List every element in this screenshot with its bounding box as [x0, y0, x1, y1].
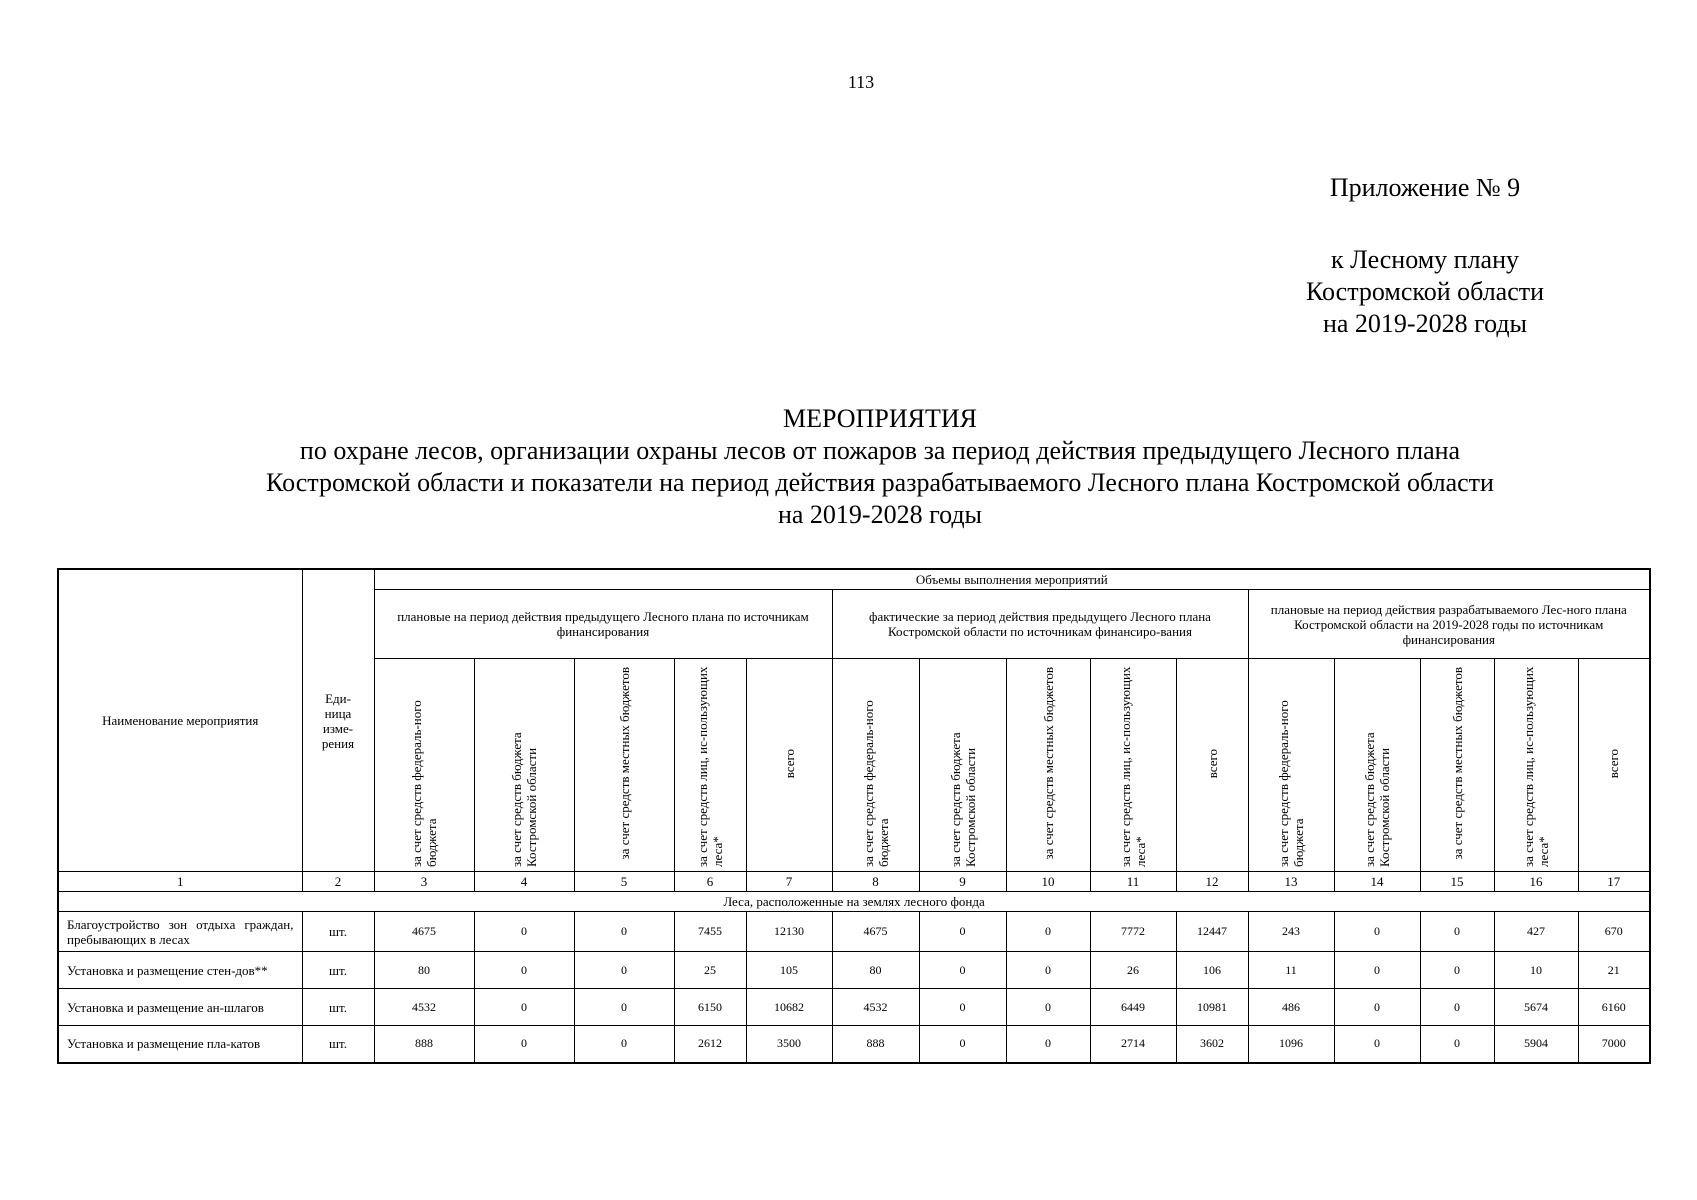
- row-value: 0: [474, 1026, 574, 1063]
- subcolumn-header-label: за счет средств местных бюджетов: [1449, 667, 1465, 860]
- header-name: Наименование мероприятия: [58, 569, 302, 872]
- row-value: 10682: [746, 989, 832, 1026]
- appendix-number: Приложение № 9: [1329, 173, 1521, 202]
- subcolumn-header-label: за счет средств лиц, ис-пользующих леса*: [695, 666, 725, 867]
- header-group-planned-new: плановые на период действия разрабатываемого Лес-ного плана Костромской области на 2019-2028 годы по источникам финансирования: [1248, 590, 1650, 659]
- row-value: 888: [374, 1026, 474, 1063]
- title-line-2: Костромской области и показатели на период действия разрабатываемого Лесного плана Костромской области: [266, 468, 1494, 497]
- page-number: 113: [847, 72, 875, 92]
- row-value: 888: [832, 1026, 919, 1063]
- column-number: 16: [1494, 872, 1578, 892]
- subcolumn-header: [1090, 659, 1176, 872]
- column-number: 14: [1334, 872, 1420, 892]
- subcolumn-header: [1420, 659, 1494, 872]
- row-value: 0: [1420, 912, 1494, 952]
- row-value: 21: [1578, 952, 1650, 989]
- row-name: Установка и размещение стен-дов**: [58, 952, 302, 989]
- column-number: 5: [574, 872, 674, 892]
- row-value: 1096: [1248, 1026, 1334, 1063]
- row-value: 0: [574, 952, 674, 989]
- row-value: 26: [1090, 952, 1176, 989]
- column-number-row: [58, 872, 1650, 892]
- row-value: 2612: [674, 1026, 746, 1063]
- table-row: [58, 989, 1650, 1026]
- row-value: 0: [474, 912, 574, 952]
- row-value: 0: [474, 952, 574, 989]
- header-group-actual-prev: фактические за период действия предыдущего Лесного плана Костромской области по источникам финансиро-вания: [832, 590, 1248, 659]
- row-unit: шт.: [302, 912, 374, 952]
- table-row: [58, 912, 1650, 952]
- subcolumn-header-label: всего: [1204, 748, 1220, 779]
- subcolumn-header: [1334, 659, 1420, 872]
- row-value: 12130: [746, 912, 832, 952]
- column-number: 11: [1090, 872, 1176, 892]
- subcolumn-header-label: за счет средств бюджета Костромской области: [1362, 731, 1392, 867]
- table-row: [58, 952, 1650, 989]
- measures-table: [57, 568, 1651, 1064]
- row-value: 0: [1420, 952, 1494, 989]
- appendix-line-2: Костромской области: [1305, 277, 1545, 306]
- subcolumn-header: [1176, 659, 1248, 872]
- subcolumn-header-label: за счет средств федераль-ного бюджета: [860, 699, 891, 867]
- column-number: 1: [58, 872, 302, 892]
- row-value: 243: [1248, 912, 1334, 952]
- column-number: 8: [832, 872, 919, 892]
- subcolumn-header-label: за счет средств лиц, ис-пользующих леса*: [1118, 666, 1148, 867]
- row-value: 0: [1420, 1026, 1494, 1063]
- row-value: 0: [1006, 912, 1090, 952]
- subcolumn-header-label: за счет средств местных бюджетов: [616, 667, 632, 860]
- row-value: 0: [574, 912, 674, 952]
- row-value: 4532: [832, 989, 919, 1026]
- row-value: 0: [1334, 989, 1420, 1026]
- row-value: 12447: [1176, 912, 1248, 952]
- row-value: 4675: [374, 912, 474, 952]
- subcolumn-header: [574, 659, 674, 872]
- column-number: 6: [674, 872, 746, 892]
- column-number: 2: [302, 872, 374, 892]
- subcolumn-header: [1578, 659, 1650, 872]
- row-value: 80: [832, 952, 919, 989]
- row-value: 3500: [746, 1026, 832, 1063]
- subcolumn-header: [1006, 659, 1090, 872]
- subcolumn-header-label: за счет средств федераль-ного бюджета: [1276, 699, 1306, 867]
- row-value: 5904: [1494, 1026, 1578, 1063]
- column-number: 3: [374, 872, 474, 892]
- subcolumn-header-label: за счет средств федераль-ного бюджета: [409, 699, 439, 867]
- row-value: 105: [746, 952, 832, 989]
- row-value: 3602: [1176, 1026, 1248, 1063]
- row-value: 0: [1334, 952, 1420, 989]
- row-value: 0: [1334, 1026, 1420, 1063]
- subcolumn-header: [374, 659, 474, 872]
- row-value: 0: [919, 989, 1006, 1026]
- row-name: Установка и размещение пла-катов: [58, 1026, 302, 1063]
- title-line-1: по охране лесов, организации охраны лесов от пожаров за период действия предыдущего Лесного плана: [299, 436, 1461, 465]
- subcolumn-header-label: за счет средств лиц, ис-пользующих леса*: [1521, 666, 1551, 867]
- row-value: 427: [1494, 912, 1578, 952]
- row-value: 0: [1006, 952, 1090, 989]
- subcolumn-header-label: за счет средств бюджета Костромской области: [509, 731, 539, 867]
- appendix-line-3: на 2019-2028 годы: [1322, 309, 1528, 338]
- document-title: [160, 403, 1600, 531]
- header-unit: Еди- ница изме- рения: [302, 569, 374, 872]
- subcolumn-header: [474, 659, 574, 872]
- row-value: 0: [574, 989, 674, 1026]
- row-value: 80: [374, 952, 474, 989]
- table-body: [58, 912, 1650, 1063]
- row-value: 7000: [1578, 1026, 1650, 1063]
- row-value: 6449: [1090, 989, 1176, 1026]
- column-number: 13: [1248, 872, 1334, 892]
- subcolumn-header: [1494, 659, 1578, 872]
- row-value: 486: [1248, 989, 1334, 1026]
- column-number: 10: [1006, 872, 1090, 892]
- row-value: 10: [1494, 952, 1578, 989]
- row-unit: шт.: [302, 952, 374, 989]
- column-number: 12: [1176, 872, 1248, 892]
- appendix-line-1: к Лесному плану: [1330, 245, 1520, 274]
- row-value: 10981: [1176, 989, 1248, 1026]
- column-number: 9: [919, 872, 1006, 892]
- section-title: Леса, расположенные на землях лесного фонда: [58, 892, 1650, 912]
- appendix-reference: [1230, 244, 1620, 340]
- row-value: 0: [1006, 989, 1090, 1026]
- row-value: 0: [919, 1026, 1006, 1063]
- title-main: МЕРОПРИЯТИЯ: [783, 404, 977, 433]
- row-value: 670: [1578, 912, 1650, 952]
- row-value: 0: [1334, 912, 1420, 952]
- row-value: 0: [474, 989, 574, 1026]
- subcolumn-header: [746, 659, 832, 872]
- row-value: 25: [674, 952, 746, 989]
- row-unit: шт.: [302, 989, 374, 1026]
- header-group-planned-prev: плановые на период действия предыдущего Лесного плана по источникам финансирования: [374, 590, 832, 659]
- row-value: 0: [1006, 1026, 1090, 1063]
- row-value: 6160: [1578, 989, 1650, 1026]
- column-number: 17: [1578, 872, 1650, 892]
- row-value: 0: [1420, 989, 1494, 1026]
- column-number: 15: [1420, 872, 1494, 892]
- row-value: 4532: [374, 989, 474, 1026]
- row-value: 0: [919, 952, 1006, 989]
- row-value: 5674: [1494, 989, 1578, 1026]
- row-value: 6150: [674, 989, 746, 1026]
- row-name: Установка и размещение ан-шлагов: [58, 989, 302, 1026]
- subcolumn-header-label: всего: [1606, 748, 1622, 779]
- row-value: 4675: [832, 912, 919, 952]
- row-value: 2714: [1090, 1026, 1176, 1063]
- subcolumn-header: [1248, 659, 1334, 872]
- subcolumn-header-label: за счет средств бюджета Костромской области: [947, 731, 978, 867]
- subcolumn-header: [832, 659, 919, 872]
- row-value: 0: [574, 1026, 674, 1063]
- row-value: 7455: [674, 912, 746, 952]
- row-value: 106: [1176, 952, 1248, 989]
- subcolumn-header-label: всего: [781, 748, 797, 779]
- title-line-3: на 2019-2028 годы: [777, 500, 983, 529]
- header-volumes: Объемы выполнения мероприятий: [374, 569, 1650, 590]
- row-value: 0: [919, 912, 1006, 952]
- row-value: 7772: [1090, 912, 1176, 952]
- subcolumn-header: [919, 659, 1006, 872]
- column-number: 7: [746, 872, 832, 892]
- row-value: 11: [1248, 952, 1334, 989]
- row-unit: шт.: [302, 1026, 374, 1063]
- subcolumn-header: [674, 659, 746, 872]
- subcolumn-header-label: за счет средств местных бюджетов: [1040, 667, 1056, 860]
- table-row: [58, 1026, 1650, 1063]
- row-name: Благоустройство зон отдыха граждан, пребывающих в лесах: [58, 912, 302, 952]
- column-number: 4: [474, 872, 574, 892]
